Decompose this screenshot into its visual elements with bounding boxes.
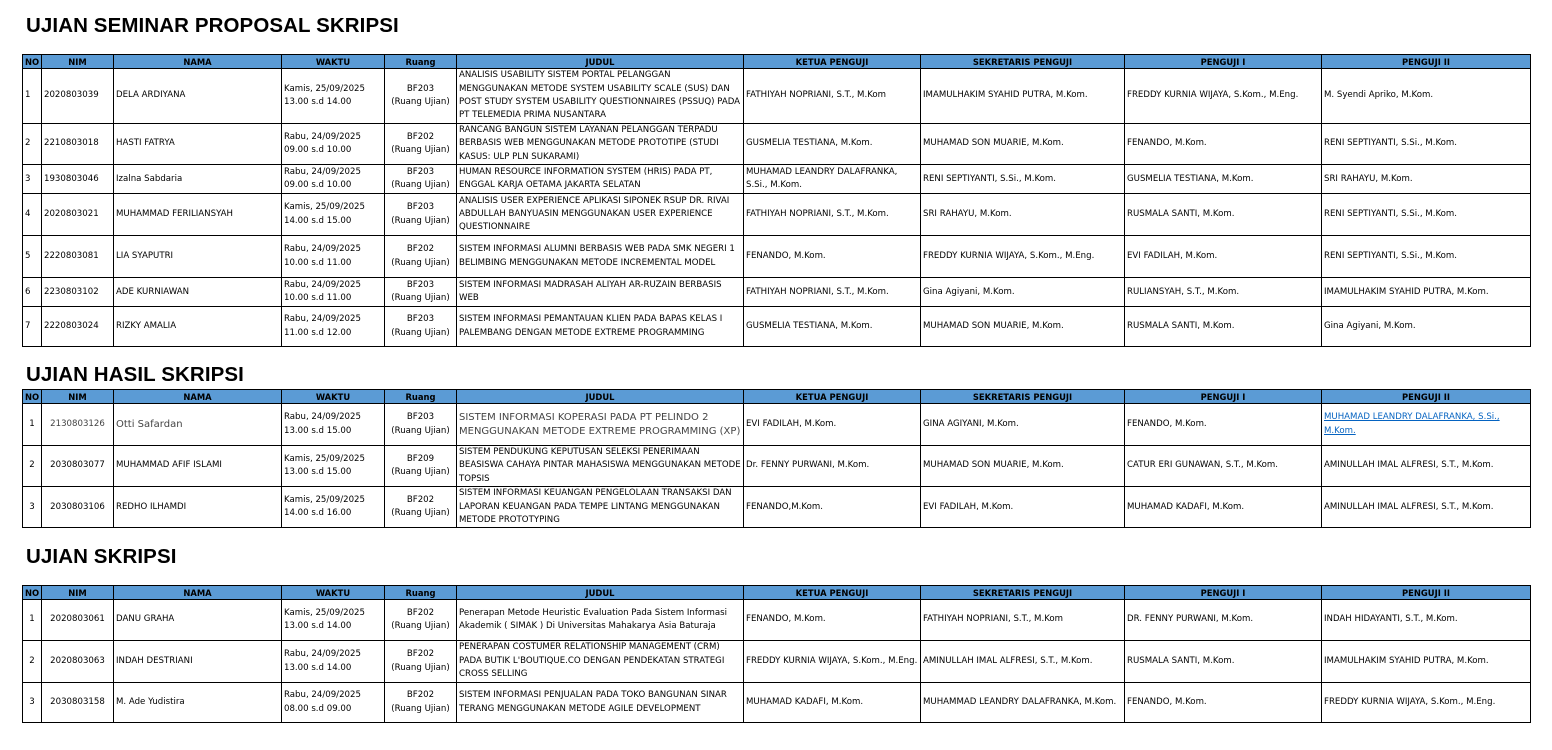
cell-ketua: Dr. FENNY PURWANI, M.Kom. <box>744 446 921 487</box>
cell-penguji2: RENI SEPTIYANTI, S.Si., M.Kom. <box>1322 236 1531 278</box>
col-header-ruang: Ruang <box>385 55 457 69</box>
cell-judul: SISTEM INFORMASI KEUANGAN PENGELOLAAN TRANSAKSI DAN LAPORAN KEUANGAN PADA TEMPE LINTANG MENGGUNAKAN METODE PROTOTYPING <box>457 487 744 528</box>
col-header-nama: NAMA <box>114 586 282 600</box>
cell-no: 7 <box>23 307 42 347</box>
col-header-no: NO <box>23 390 42 404</box>
cell-nim: 2030803106 <box>42 487 114 528</box>
cell-no: 1 <box>23 404 42 446</box>
cell-ketua: FATHIYAH NOPRIANI, S.T., M.Kom. <box>744 194 921 236</box>
cell-waktu: Kamis, 25/09/2025 14.00 s.d 16.00 <box>282 487 385 528</box>
cell-nama: RIZKY AMALIA <box>114 307 282 347</box>
cell-sekretaris: MUHAMAD SON MUARIE, M.Kom. <box>921 307 1125 347</box>
cell-no: 1 <box>23 600 42 641</box>
cell-waktu: Rabu, 24/09/2025 11.00 s.d 12.00 <box>282 307 385 347</box>
cell-sekretaris: MUHAMAD SON MUARIE, M.Kom. <box>921 124 1125 165</box>
cell-ketua: MUHAMAD KADAFI, M.Kom. <box>744 683 921 723</box>
cell-nama: MUHAMMAD AFIF ISLAMI <box>114 446 282 487</box>
cell-sekretaris: AMINULLAH IMAL ALFRESI, S.T., M.Kom. <box>921 641 1125 683</box>
cell-penguji1: FENANDO, M.Kom. <box>1125 404 1322 446</box>
table-row <box>23 69 1531 124</box>
cell-ketua: EVI FADILAH, M.Kom. <box>744 404 921 446</box>
cell-no: 3 <box>23 165 42 194</box>
cell-ketua: FENANDO,M.Kom. <box>744 487 921 528</box>
cell-penguji1: MUHAMAD KADAFI, M.Kom. <box>1125 487 1322 528</box>
cell-sekretaris: FREDDY KURNIA WIJAYA, S.Kom., M.Eng. <box>921 236 1125 278</box>
cell-nim: 2130803126 <box>42 404 114 446</box>
table-row <box>23 165 1531 194</box>
cell-ketua: FREDDY KURNIA WIJAYA, S.Kom., M.Eng. <box>744 641 921 683</box>
table-seminar-proposal <box>22 54 1531 347</box>
cell-penguji2: AMINULLAH IMAL ALFRESI, S.T., M.Kom. <box>1322 487 1531 528</box>
cell-waktu: Rabu, 24/09/2025 09.00 s.d 10.00 <box>282 124 385 165</box>
cell-nim: 2020803061 <box>42 600 114 641</box>
cell-penguji2: AMINULLAH IMAL ALFRESI, S.T., M.Kom. <box>1322 446 1531 487</box>
cell-judul: RANCANG BANGUN SISTEM LAYANAN PELANGGAN TERPADU BERBASIS WEB MENGGUNAKAN METODE PROTOTIPE (STUDI KASUS: ULP PLN SUKARAMI) <box>457 124 744 165</box>
cell-penguji1: FENANDO, M.Kom. <box>1125 683 1322 723</box>
section-title-ujian-skripsi: UJIAN SKRIPSI <box>26 545 177 568</box>
cell-nama: MUHAMMAD FERILIANSYAH <box>114 194 282 236</box>
cell-penguji1: GUSMELIA TESTIANA, M.Kom. <box>1125 165 1322 194</box>
cell-ruang: BF202 (Ruang Ujian) <box>385 124 457 165</box>
cell-penguji1: FENANDO, M.Kom. <box>1125 124 1322 165</box>
cell-judul: ANALISIS USER EXPERIENCE APLIKASI SIPONEK RSUP DR. RIVAI ABDULLAH BANYUASIN MENGGUNAKAN USER EXPERIENCE QUESTIONNAIRE <box>457 194 744 236</box>
col-header-nama: NAMA <box>114 55 282 69</box>
col-header-sekretaris: SEKRETARIS PENGUJI <box>921 390 1125 404</box>
col-header-waktu: WAKTU <box>282 390 385 404</box>
cell-waktu: Rabu, 24/09/2025 10.00 s.d 11.00 <box>282 236 385 278</box>
table-row <box>23 124 1531 165</box>
cell-penguji1: RUSMALA SANTI, M.Kom. <box>1125 307 1322 347</box>
col-header-penguji2: PENGUJI II <box>1322 390 1531 404</box>
cell-penguji2: RENI SEPTIYANTI, S.Si., M.Kom. <box>1322 124 1531 165</box>
cell-nim: 2020803039 <box>42 69 114 124</box>
header-row <box>23 390 1531 404</box>
cell-penguji1: DR. FENNY PURWANI, M.Kom. <box>1125 600 1322 641</box>
cell-ruang: BF202 (Ruang Ujian) <box>385 600 457 641</box>
col-header-ketua: KETUA PENGUJI <box>744 390 921 404</box>
table-row <box>23 236 1531 278</box>
col-header-no: NO <box>23 55 42 69</box>
cell-judul: ANALISIS USABILITY SISTEM PORTAL PELANGGAN MENGGUNAKAN METODE SYSTEM USABILITY SCALE (SUS) DAN POST STUDY SYSTEM USABILITY QUESTIONNAIRES (PSSUQ) PADA PT TELEMEDIA PRIMA NUSANTARA <box>457 69 744 124</box>
cell-nama: REDHO ILHAMDI <box>114 487 282 528</box>
col-header-judul: JUDUL <box>457 390 744 404</box>
section-title-seminar-proposal: UJIAN SEMINAR PROPOSAL SKRIPSI <box>26 14 399 37</box>
cell-ruang: BF203 (Ruang Ujian) <box>385 404 457 446</box>
cell-penguji1: FREDDY KURNIA WIJAYA, S.Kom., M.Eng. <box>1125 69 1322 124</box>
cell-nama: M. Ade Yudistira <box>114 683 282 723</box>
cell-nim: 2230803102 <box>42 278 114 307</box>
col-header-nim: NIM <box>42 586 114 600</box>
cell-penguji2: Gina Agiyani, M.Kom. <box>1322 307 1531 347</box>
col-header-ketua: KETUA PENGUJI <box>744 55 921 69</box>
table-row <box>23 641 1531 683</box>
header-row <box>23 55 1531 69</box>
cell-nama: ADE KURNIAWAN <box>114 278 282 307</box>
cell-sekretaris: MUHAMAD SON MUARIE, M.Kom. <box>921 446 1125 487</box>
cell-waktu: Kamis, 25/09/2025 14.00 s.d 15.00 <box>282 194 385 236</box>
col-header-penguji1: PENGUJI I <box>1125 390 1322 404</box>
col-header-waktu: WAKTU <box>282 586 385 600</box>
cell-nim: 1930803046 <box>42 165 114 194</box>
cell-judul: SISTEM INFORMASI MADRASAH ALIYAH AR-RUZAIN BERBASIS WEB <box>457 278 744 307</box>
cell-ruang: BF203 (Ruang Ujian) <box>385 165 457 194</box>
col-header-sekretaris: SEKRETARIS PENGUJI <box>921 586 1125 600</box>
cell-sekretaris: IMAMULHAKIM SYAHID PUTRA, M.Kom. <box>921 69 1125 124</box>
col-header-penguji1: PENGUJI I <box>1125 55 1322 69</box>
cell-sekretaris: EVI FADILAH, M.Kom. <box>921 487 1125 528</box>
table-row <box>23 307 1531 347</box>
table-row <box>23 600 1531 641</box>
col-header-penguji2: PENGUJI II <box>1322 55 1531 69</box>
cell-penguji2: IMAMULHAKIM SYAHID PUTRA, M.Kom. <box>1322 641 1531 683</box>
cell-no: 4 <box>23 194 42 236</box>
table-row <box>23 487 1531 528</box>
cell-sekretaris: GINA AGIYANI, M.Kom. <box>921 404 1125 446</box>
table-row <box>23 404 1531 446</box>
cell-ruang: BF203 (Ruang Ujian) <box>385 69 457 124</box>
cell-penguji2: SRI RAHAYU, M.Kom. <box>1322 165 1531 194</box>
table-row <box>23 194 1531 236</box>
cell-penguji1: CATUR ERI GUNAWAN, S.T., M.Kom. <box>1125 446 1322 487</box>
cell-judul: Penerapan Metode Heuristic Evaluation Pada Sistem Informasi Akademik ( SIMAK ) Di Universitas Mahakarya Asia Baturaja <box>457 600 744 641</box>
cell-nama: DANU GRAHA <box>114 600 282 641</box>
cell-sekretaris: MUHAMMAD LEANDRY DALAFRANKA, M.Kom. <box>921 683 1125 723</box>
cell-waktu: Rabu, 24/09/2025 13.00 s.d 14.00 <box>282 641 385 683</box>
cell-no: 3 <box>23 683 42 723</box>
cell-ketua: FATHIYAH NOPRIANI, S.T., M.Kom. <box>744 278 921 307</box>
cell-ketua: GUSMELIA TESTIANA, M.Kom. <box>744 307 921 347</box>
cell-ruang: BF203 (Ruang Ujian) <box>385 194 457 236</box>
cell-judul: SISTEM INFORMASI PENJUALAN PADA TOKO BANGUNAN SINAR TERANG MENGGUNAKAN METODE AGILE DEVELOPMENT <box>457 683 744 723</box>
col-header-nim: NIM <box>42 55 114 69</box>
cell-sekretaris: SRI RAHAYU, M.Kom. <box>921 194 1125 236</box>
col-header-ruang: Ruang <box>385 390 457 404</box>
cell-ruang: BF203 (Ruang Ujian) <box>385 278 457 307</box>
cell-waktu: Rabu, 24/09/2025 10.00 s.d 11.00 <box>282 278 385 307</box>
col-header-ketua: KETUA PENGUJI <box>744 586 921 600</box>
col-header-sekretaris: SEKRETARIS PENGUJI <box>921 55 1125 69</box>
cell-nim: 2220803081 <box>42 236 114 278</box>
cell-ruang: BF203 (Ruang Ujian) <box>385 307 457 347</box>
table-row <box>23 446 1531 487</box>
cell-no: 5 <box>23 236 42 278</box>
cell-ruang: BF202 (Ruang Ujian) <box>385 683 457 723</box>
cell-nim: 2020803063 <box>42 641 114 683</box>
cell-judul: SISTEM INFORMASI PEMANTAUAN KLIEN PADA BAPAS KELAS I PALEMBANG DENGAN METODE EXTREME PROGRAMMING <box>457 307 744 347</box>
cell-penguji2: M. Syendi Apriko, M.Kom. <box>1322 69 1531 124</box>
cell-no: 2 <box>23 446 42 487</box>
section-title-hasil-skripsi: UJIAN HASIL SKRIPSI <box>26 363 244 386</box>
col-header-judul: JUDUL <box>457 55 744 69</box>
cell-no: 1 <box>23 69 42 124</box>
cell-waktu: Rabu, 24/09/2025 08.00 s.d 09.00 <box>282 683 385 723</box>
cell-nama: Otti Safardan <box>114 404 282 446</box>
cell-nim: 2220803024 <box>42 307 114 347</box>
cell-nama: DELA ARDIYANA <box>114 69 282 124</box>
col-header-ruang: Ruang <box>385 586 457 600</box>
cell-penguji1: RULIANSYAH, S.T., M.Kom. <box>1125 278 1322 307</box>
cell-penguji2: IMAMULHAKIM SYAHID PUTRA, M.Kom. <box>1322 278 1531 307</box>
cell-penguji2: RENI SEPTIYANTI, S.Si., M.Kom. <box>1322 194 1531 236</box>
cell-ruang: BF202 (Ruang Ujian) <box>385 487 457 528</box>
cell-penguji1: RUSMALA SANTI, M.Kom. <box>1125 641 1322 683</box>
cell-penguji2: INDAH HIDAYANTI, S.T., M.Kom. <box>1322 600 1531 641</box>
cell-judul: SISTEM PENDUKUNG KEPUTUSAN SELEKSI PENERIMAAN BEASISWA CAHAYA PINTAR MAHASISWA MENGGUNAKAN METODE TOPSIS <box>457 446 744 487</box>
col-header-nim: NIM <box>42 390 114 404</box>
col-header-judul: JUDUL <box>457 586 744 600</box>
cell-nama: HASTI FATRYA <box>114 124 282 165</box>
col-header-penguji2: PENGUJI II <box>1322 586 1531 600</box>
col-header-waktu: WAKTU <box>282 55 385 69</box>
table-hasil-skripsi <box>22 389 1531 528</box>
cell-ruang: BF202 (Ruang Ujian) <box>385 236 457 278</box>
cell-nim: 2020803021 <box>42 194 114 236</box>
cell-ketua: FENANDO, M.Kom. <box>744 600 921 641</box>
cell-penguji1: RUSMALA SANTI, M.Kom. <box>1125 194 1322 236</box>
col-header-no: NO <box>23 586 42 600</box>
cell-penguji2: FREDDY KURNIA WIJAYA, S.Kom., M.Eng. <box>1322 683 1531 723</box>
cell-no: 2 <box>23 124 42 165</box>
cell-nim: 2030803077 <box>42 446 114 487</box>
header-row <box>23 586 1531 600</box>
cell-no: 2 <box>23 641 42 683</box>
col-header-penguji1: PENGUJI I <box>1125 586 1322 600</box>
cell-waktu: Kamis, 25/09/2025 13.00 s.d 15.00 <box>282 446 385 487</box>
cell-nama: INDAH DESTRIANI <box>114 641 282 683</box>
cell-ketua: GUSMELIA TESTIANA, M.Kom. <box>744 124 921 165</box>
cell-judul: HUMAN RESOURCE INFORMATION SYSTEM (HRIS) PADA PT, ENGGAL KARJA OETAMA JAKARTA SELATAN <box>457 165 744 194</box>
cell-no: 6 <box>23 278 42 307</box>
cell-sekretaris: FATHIYAH NOPRIANI, S.T., M.Kom <box>921 600 1125 641</box>
cell-ruang: BF202 (Ruang Ujian) <box>385 641 457 683</box>
cell-waktu: Kamis, 25/09/2025 13.00 s.d 14.00 <box>282 600 385 641</box>
cell-ketua: MUHAMAD LEANDRY DALAFRANKA, S.Si., M.Kom. <box>744 165 921 194</box>
cell-judul: PENERAPAN COSTUMER RELATIONSHIP MANAGEMENT (CRM) PADA BUTIK L'BOUTIQUE.CO DENGAN PENDEKATAN STRATEGI CROSS SELLING <box>457 641 744 683</box>
cell-nama: LIA SYAPUTRI <box>114 236 282 278</box>
cell-waktu: Kamis, 25/09/2025 13.00 s.d 14.00 <box>282 69 385 124</box>
cell-sekretaris: RENI SEPTIYANTI, S.Si., M.Kom. <box>921 165 1125 194</box>
cell-nama: Izalna Sabdaria <box>114 165 282 194</box>
cell-ketua: FENANDO, M.Kom. <box>744 236 921 278</box>
cell-sekretaris: Gina Agiyani, M.Kom. <box>921 278 1125 307</box>
cell-waktu: Rabu, 24/09/2025 09.00 s.d 10.00 <box>282 165 385 194</box>
cell-waktu: Rabu, 24/09/2025 13.00 s.d 15.00 <box>282 404 385 446</box>
cell-no: 3 <box>23 487 42 528</box>
table-ujian-skripsi <box>22 585 1531 723</box>
cell-penguji1: EVI FADILAH, M.Kom. <box>1125 236 1322 278</box>
cell-nim: 2210803018 <box>42 124 114 165</box>
col-header-nama: NAMA <box>114 390 282 404</box>
table-row <box>23 683 1531 723</box>
cell-nim: 2030803158 <box>42 683 114 723</box>
table-row <box>23 278 1531 307</box>
cell-judul: SISTEM INFORMASI KOPERASI PADA PT PELINDO 2 MENGGUNAKAN METODE EXTREME PROGRAMMING (XP) <box>457 404 744 446</box>
cell-judul: SISTEM INFORMASI ALUMNI BERBASIS WEB PADA SMK NEGERI 1 BELIMBING MENGGUNAKAN METODE INCREMENTAL MODEL <box>457 236 744 278</box>
cell-penguji2[interactable] <box>1322 404 1531 446</box>
cell-ruang: BF209 (Ruang Ujian) <box>385 446 457 487</box>
cell-ketua: FATHIYAH NOPRIANI, S.T., M.Kom <box>744 69 921 124</box>
penguji2-link[interactable]: MUHAMAD LEANDRY DALAFRANKA, S.Si., M.Kom. <box>1324 412 1500 436</box>
